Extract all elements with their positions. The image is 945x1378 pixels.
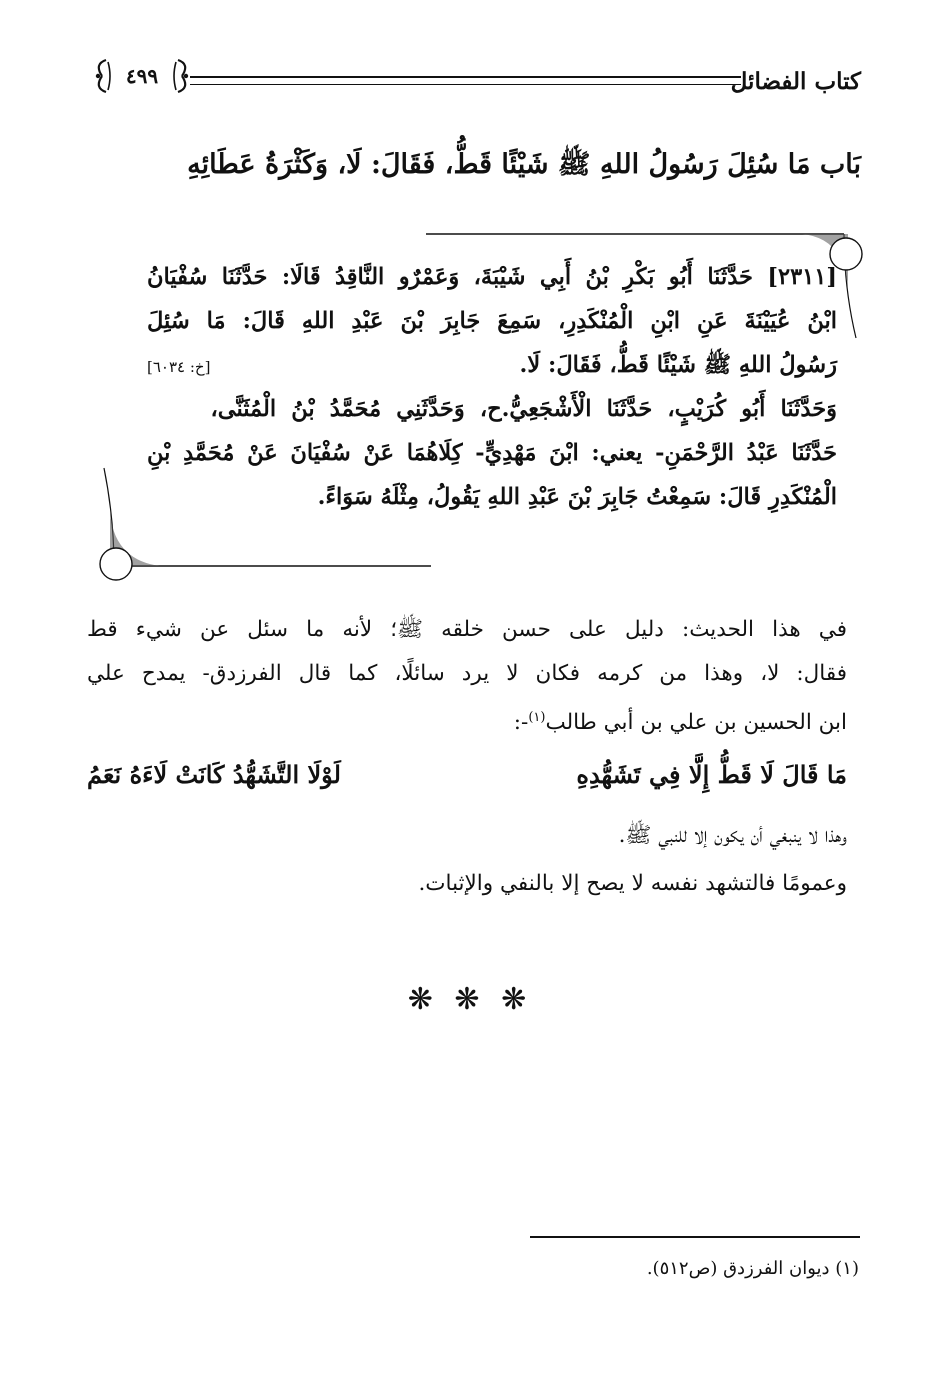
hadith-line: [٢٣١١] حَدَّثَنَا أَبُو بَكْرِ بْنُ أَبِي شَيْبَةَ، وَعَمْرٌو النَّاقِدُ قَالَا: حَدَّثَنَا سُفْيَانُ <box>147 264 837 290</box>
commentary-line-with-footnote <box>87 696 847 745</box>
header-rule <box>190 76 741 78</box>
poem-hemistich-second: لَوْلَا التَّشَهُّدُ كَانَتْ لَاءَهُ نَعَمُ <box>87 760 341 789</box>
header-rule-thin <box>190 84 741 85</box>
hadith-line: حَدَّثَنَا عَبْدُ الرَّحْمَنِ- يعني: ابْنَ مَهْدِيٍّ- كِلَاهُمَا عَنْ سُفْيَانَ عَنْ مُحَمَّدِ بْنِ <box>147 440 837 466</box>
poem-hemistich-first: مَا قَالَ لَا قَطُّ إِلَّا فِي تَشَهُّدِهِ <box>576 760 847 789</box>
hadith-line: الْمُنْكَدِرِ قَالَ: سَمِعْتُ جَابِرَ بْنَ عَبْدِ اللهِ يَقُولُ، مِثْلَهُ سَوَاءً. <box>317 484 837 510</box>
bukhari-reference: [خ: ٦٠٣٤] <box>147 358 211 376</box>
commentary-line: في هذا الحديث: دليل على حسن خلقه ﷺ؛ لأنه ما سئل عن شيء قط <box>87 617 847 642</box>
commentary-line: فقال: لا، وهذا من كرمه فكان لا يرد سائلًا، كما قال الفرزدق- يمدح علي <box>87 661 847 686</box>
commentary-line: ابن الحسين بن علي بن أبي طالب <box>545 710 847 736</box>
section-separator-stars-icon: ❋ ❋ ❋ <box>407 982 533 1017</box>
page-number: ٤٩٩ <box>125 64 159 88</box>
hadith-text <box>147 255 837 519</box>
closing-line: وهذا لا ينبغي أن يكون إلا للنبي ﷺ. <box>618 823 847 848</box>
poem-verse <box>87 752 847 802</box>
book-title: كتاب الفضائل <box>730 68 861 95</box>
hadith-line: وَحَدَّثَنَا أَبُو كُرَيْبٍ، حَدَّثَنَا الْأَشْجَعِيُّ.ح، وَحَدَّثَنِي مُحَمَّدُ بْنُ الْمُثَنَّى، <box>210 396 837 422</box>
footnote-marker: (١) <box>528 710 546 725</box>
footnote-rule <box>530 1236 860 1238</box>
closing-paragraphs <box>87 812 847 908</box>
chapter-title: بَاب مَا سُئِلَ رَسُولُ اللهِ ﷺ شَيْئًا قَطُّ، فَقَالَ: لَا، وَكَثْرَةُ عَطَائِهِ <box>187 149 861 180</box>
hadith-line-with-ref <box>147 343 837 387</box>
commentary <box>87 608 847 745</box>
hadith-line: ابْنُ عُيَيْنَةَ عَنِ ابْنِ الْمُنْكَدِرِ، سَمِعَ جَابِرَ بْنَ عَبْدِ اللهِ قَالَ: مَا سُئِلَ <box>147 308 837 334</box>
footnote: (١) ديوان الفرزدق (ص٥١٢). <box>646 1258 859 1279</box>
commentary-tail: -: <box>513 710 529 736</box>
hadith-line: رَسُولُ اللهِ ﷺ شَيْئًا قَطُّ، فَقَالَ: لَا. <box>519 352 837 378</box>
closing-line: وعمومًا فالتشهد نفسه لا يصح إلا بالنفي والإثبات. <box>418 871 847 896</box>
